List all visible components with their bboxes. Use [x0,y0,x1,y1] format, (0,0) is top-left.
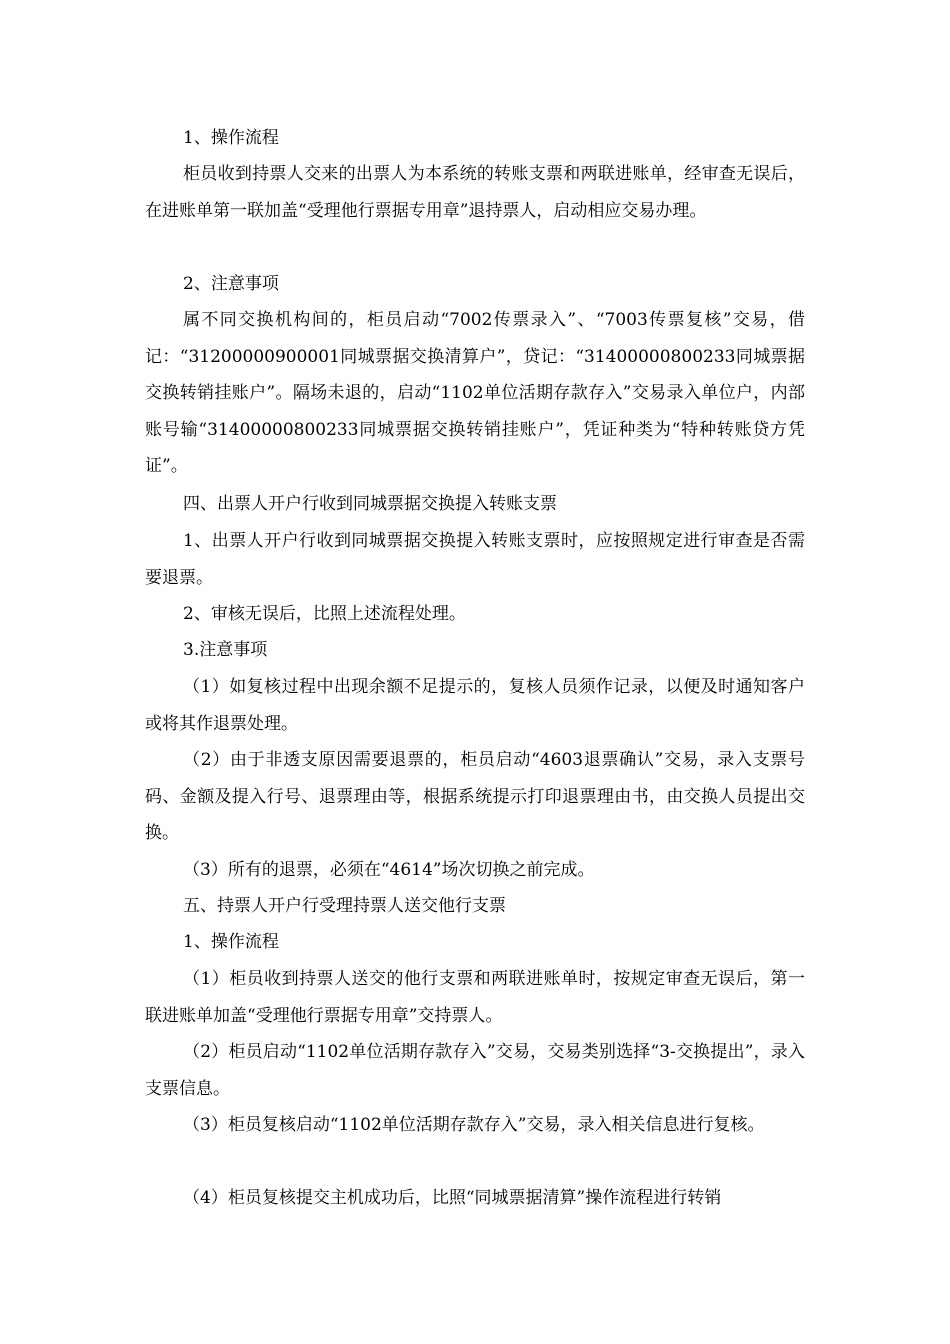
paragraph-step-2-start-transaction: （2）柜员启动“1102单位活期存款存入”交易，交易类别选择“3-交换提出”，录入支票信息。 [145,1042,805,1099]
paragraph-item-3-before-switch: （3）所有的退票，必须在“4614”场次切换之前完成。 [183,860,595,880]
paragraph-item-1-insufficient-balance: （1）如复核过程中出现余额不足提示的，复核人员须作记录，以便及时通知客户或将其作退票处理。 [145,677,805,734]
section-heading-five: 五、持票人开户行受理持票人送交他行支票 [183,896,506,916]
paragraph-teller-receives-check: 柜员收到持票人交来的出票人为本系统的转账支票和两联进账单，经审查无误后，在进账单第一联加盖“受理他行票据专用章”退持票人，启动相应交易办理。 [145,164,805,221]
paragraph-step-1-receive-other-bank-check: （1）柜员收到持票人送交的他行支票和两联进账单时，按规定审查无误后，第一联进账单加盖“受理他行票据专用章”交持票人。 [145,969,805,1026]
section-heading-notes-3: 3.注意事项 [183,640,268,660]
paragraph-item-2-refund-confirm: （2）由于非透支原因需要退票的，柜员启动“4603退票确认”交易，录入支票号码、金额及提入行号、退票理由等，根据系统提示打印退票理由书，由交换人员提出交换。 [145,750,805,843]
section-heading-notes: 2、注意事项 [183,274,279,294]
section-heading-four: 四、出票人开户行收到同城票据交换提入转账支票 [183,494,557,514]
paragraph-different-exchange-institutions: 属不同交换机构间的，柜员启动“7002传票录入”、“7003传票复核”交易，借记：“31200000900001同城票据交换清算户”，贷记：“31400000800233同城票据交换转销挂账户”。隔场未退的，启动“1102单位活期存款存入”交易录入单位户，内部账号输“31400000800233同城票据交换转销挂账户”，凭证种类为“特种转账贷方凭证”。 [145,310,805,476]
section-heading-operation-flow-2: 1、操作流程 [183,932,279,952]
paragraph-step-4-submit: （4）柜员复核提交主机成功后，比照“同城票据清算”操作流程进行转销 [183,1188,722,1208]
paragraph-step-3-review: （3）柜员复核启动“1102单位活期存款存入”交易，录入相关信息进行复核。 [183,1115,765,1135]
paragraph-review-refund: 1、出票人开户行收到同城票据交换提入转账支票时，应按照规定进行审查是否需要退票。 [145,531,805,588]
section-heading-operation-flow: 1、操作流程 [183,128,279,148]
paragraph-process-after-review: 2、审核无误后，比照上述流程处理。 [183,604,466,624]
